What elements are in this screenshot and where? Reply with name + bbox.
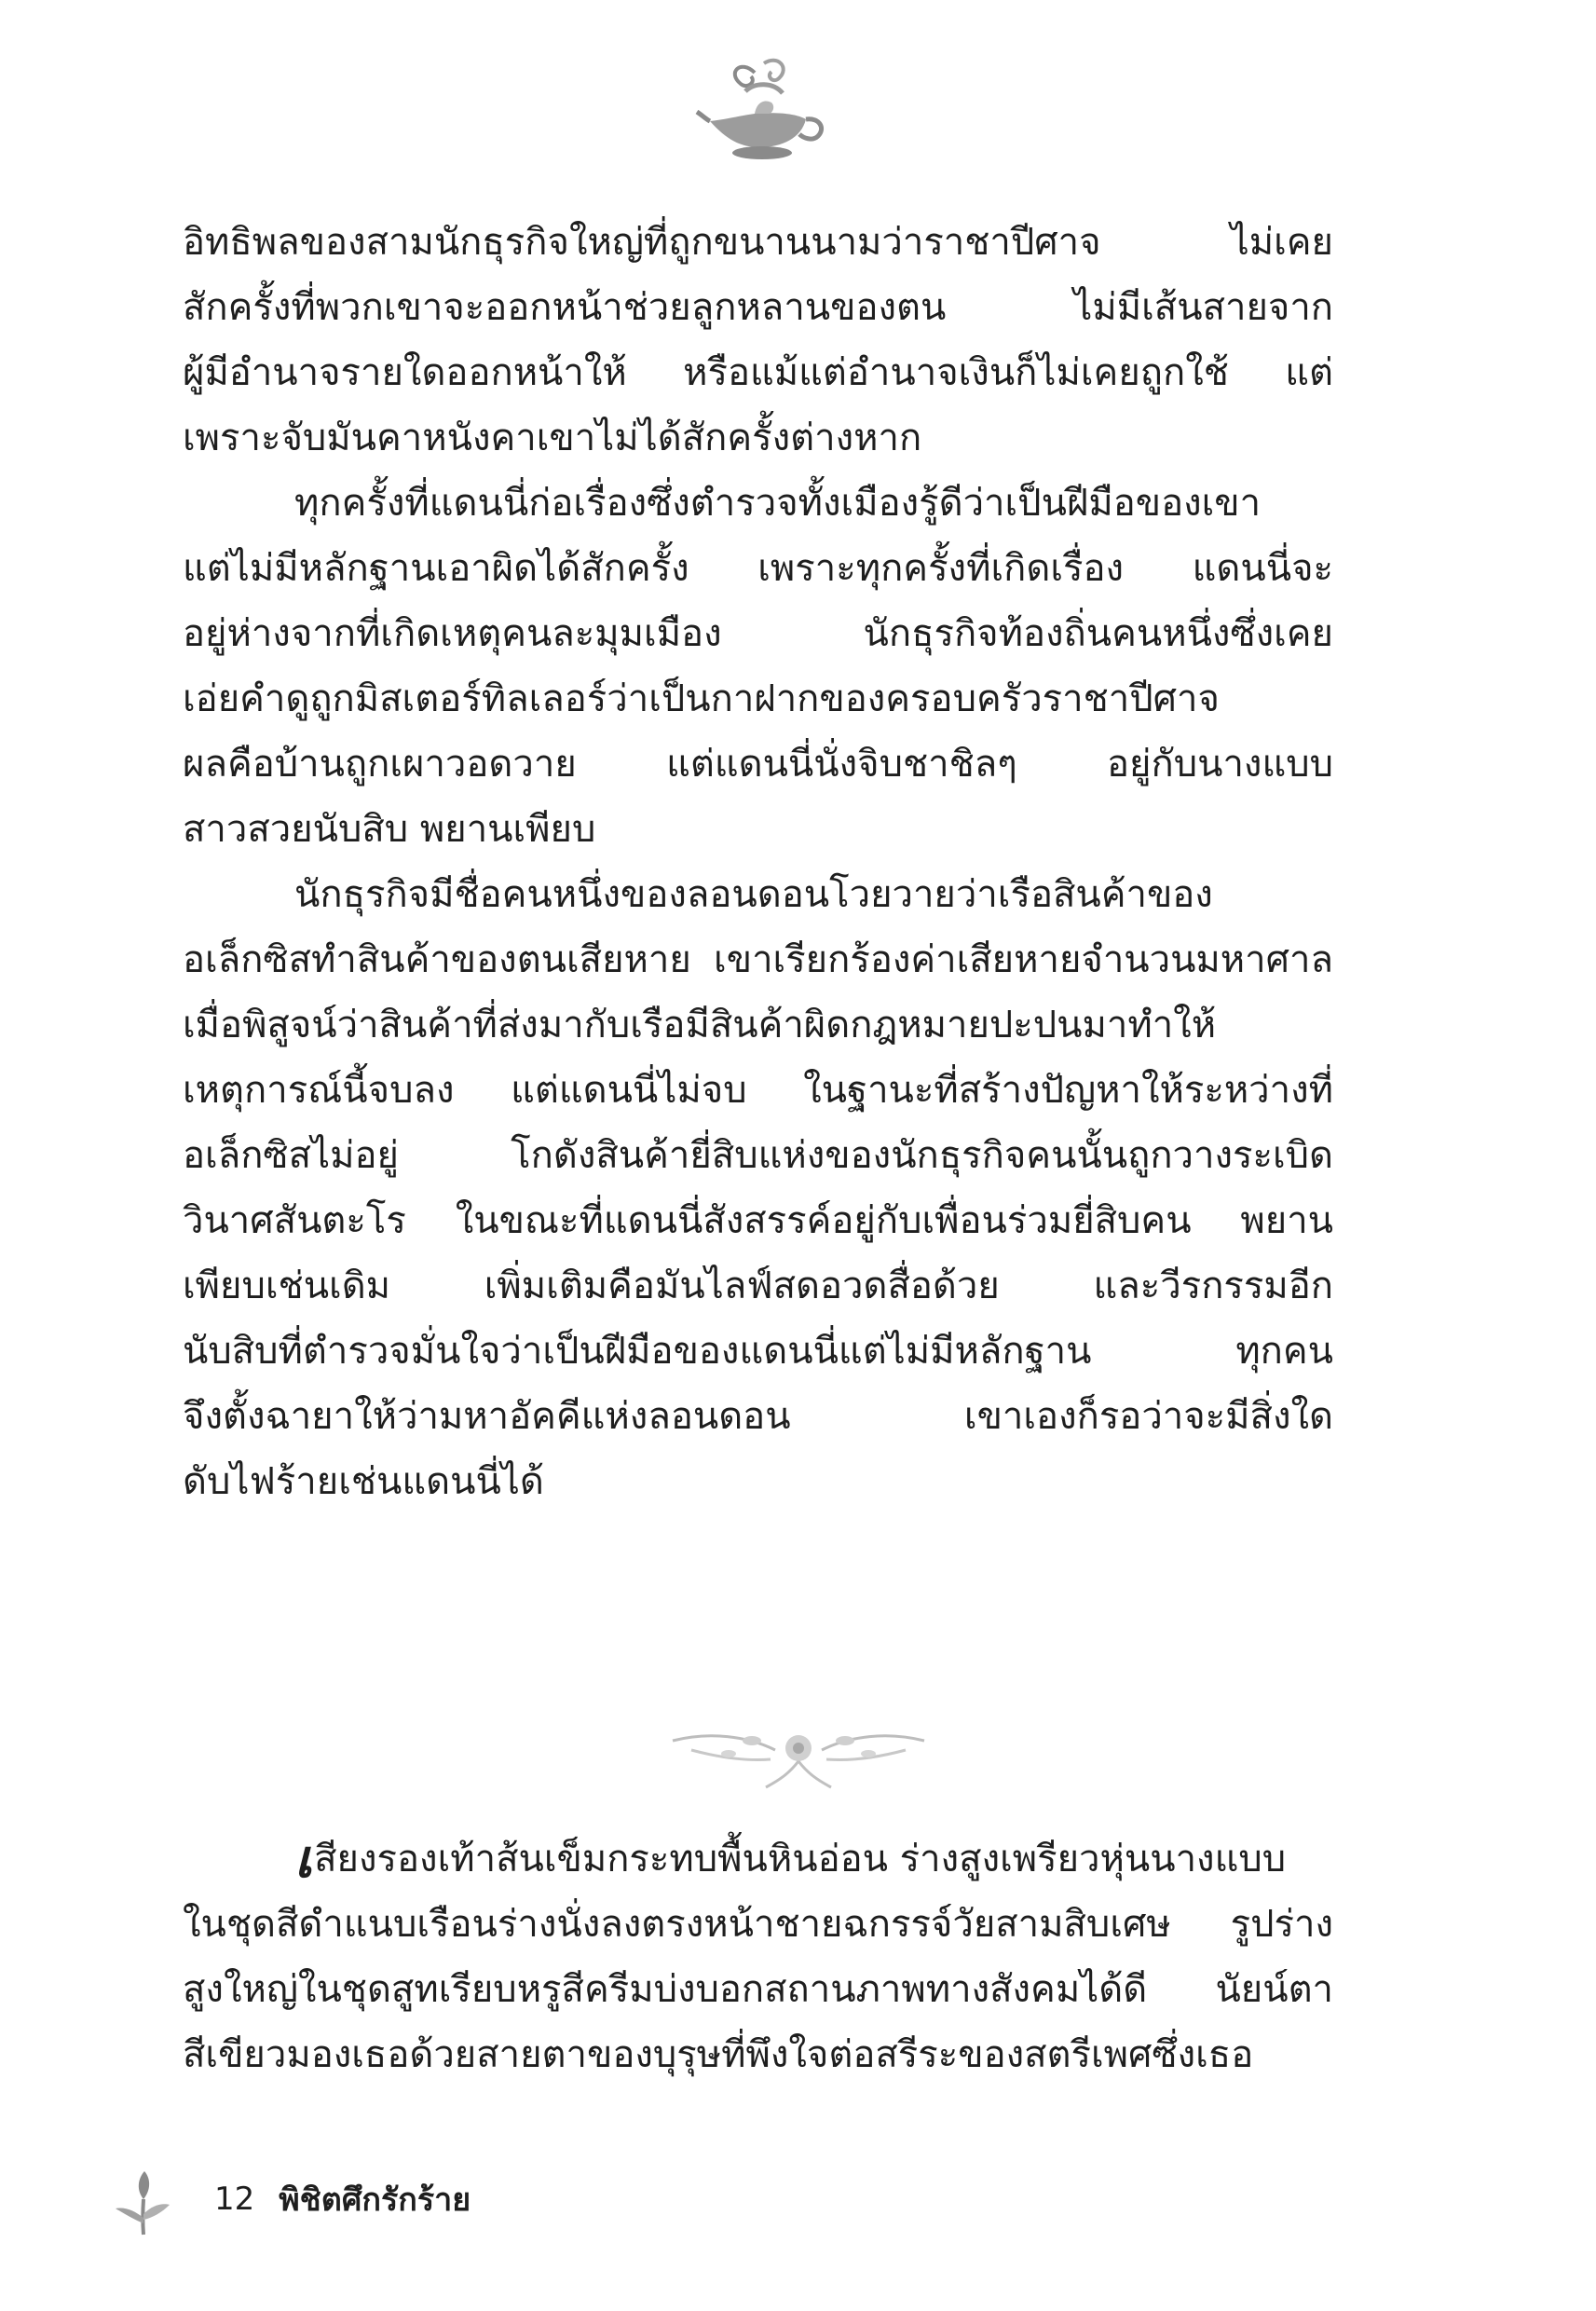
tulip-icon	[112, 2162, 177, 2236]
text-line: ผู้มีอำนาจรายใดออกหน้าให้ หรือแม้แต่อำนาจเงินก็ไม่เคยถูกใช้ แต่	[183, 351, 1333, 394]
text-line: ดับไฟร้ายเช่นแดนนี่ได้	[183, 1460, 544, 1503]
text-line: เพียบเช่นเดิม เพิ่มเติมคือมันไลฟ์สดอวดสื่อด้วย และวีรกรรมอีก	[183, 1265, 1333, 1307]
body-text-top	[183, 210, 1333, 1514]
text-line: นับสิบที่ตำรวจมั่นใจว่าเป็นฝีมือของแดนนี่แต่ไม่มีหลักฐาน ทุกคน	[183, 1330, 1333, 1373]
text-line: เพราะจับมันคาหนังคาเขาไม่ได้สักครั้งต่างหาก	[183, 417, 922, 459]
text-line: อเล็กซิสทำสินค้าของตนเสียหาย เขาเรียกร้องค่าเสียหายจำนวนมหาศาล	[183, 938, 1333, 981]
paragraph	[183, 862, 1333, 1514]
text-line	[183, 1826, 1333, 1892]
body-text-bottom	[183, 1826, 1333, 2087]
page-footer	[112, 2162, 471, 2236]
text-line: วินาศสันตะโร ในขณะที่แดนนี่สังสรรค์อยู่กับเพื่อนร่วมยี่สิบคน พยาน	[183, 1199, 1333, 1242]
drop-cap: เ	[294, 1828, 313, 1890]
text-line: อิทธิพลของสามนักธุรกิจใหญ่ที่ถูกขนานนามว่าราชาปีศาจ ไม่เคย	[183, 221, 1333, 264]
page-number: 12	[214, 2181, 255, 2218]
text-line: จึงตั้งฉายาให้ว่ามหาอัคคีแห่งลอนดอน เขาเองก็รอว่าจะมีสิ่งใด	[183, 1395, 1333, 1438]
floral-divider-icon	[663, 1713, 934, 1801]
text-run: สียงรองเท้าส้นเข็มกระทบพื้นหินอ่อน ร่างสูงเพรียวหุ่นนางแบบ	[314, 1838, 1287, 1880]
text-line: สักครั้งที่พวกเขาจะออกหน้าช่วยลูกหลานของตน ไม่มีเส้นสายจาก	[183, 286, 1333, 329]
paragraph	[183, 471, 1333, 862]
text-line: เอ่ยคำดูถูกมิสเตอร์ทิลเลอร์ว่าเป็นกาฝากของครอบครัวราชาปีศาจ	[183, 677, 1220, 720]
text-line: นักธุรกิจมีชื่อคนหนึ่งของลอนดอนโวยวายว่าเรือสินค้าของ	[294, 873, 1213, 916]
text-line: สาวสวยนับสิบ พยานเพียบ	[183, 808, 596, 851]
text-line: ในชุดสีดำแนบเรือนร่างนั่งลงตรงหน้าชายฉกรรจ์วัยสามสิบเศษ รูปร่าง	[183, 1903, 1333, 1946]
text-line: เมื่อพิสูจน์ว่าสินค้าที่ส่งมากับเรือมีสินค้าผิดกฎหมายปะปนมาทำให้	[183, 1004, 1217, 1046]
text-line: ผลคือบ้านถูกเผาวอดวาย แต่แดนนี่นั่งจิบชาชิลๆ อยู่กับนางแบบ	[183, 743, 1333, 786]
text-line: สูงใหญ่ในชุดสูทเรียบหรูสีครีมบ่งบอกสถานภาพทางสังคมได้ดี นัยน์ตา	[183, 1968, 1333, 2011]
text-line: อยู่ห่างจากที่เกิดเหตุคนละมุมเมือง นักธุรกิจท้องถิ่นคนหนึ่งซึ่งเคย	[183, 612, 1333, 655]
book-title: พิชิตศึกรักร้าย	[279, 2181, 471, 2219]
text-line: ทุกครั้งที่แดนนี่ก่อเรื่องซึ่งตำรวจทั้งเมืองรู้ดีว่าเป็นฝีมือของเขา	[294, 482, 1262, 525]
text-line: สีเขียวมองเธอด้วยสายตาของบุรุษที่พึงใจต่อสรีระของสตรีเพศซึ่งเธอ	[183, 2033, 1254, 2076]
text-line: เหตุการณ์นี้จบลง แต่แดนนี่ไม่จบ ในฐานะที่สร้างปัญหาให้ระหว่างที่	[183, 1069, 1333, 1112]
paragraph	[183, 210, 1333, 471]
genie-lamp-icon	[689, 54, 829, 166]
text-line: แต่ไม่มีหลักฐานเอาผิดได้สักครั้ง เพราะทุกครั้งที่เกิดเรื่อง แดนนี่จะ	[183, 547, 1333, 590]
text-line: อเล็กซิสไม่อยู่ โกดังสินค้ายี่สิบแห่งของนักธุรกิจคนนั้นถูกวางระเบิด	[183, 1134, 1333, 1177]
